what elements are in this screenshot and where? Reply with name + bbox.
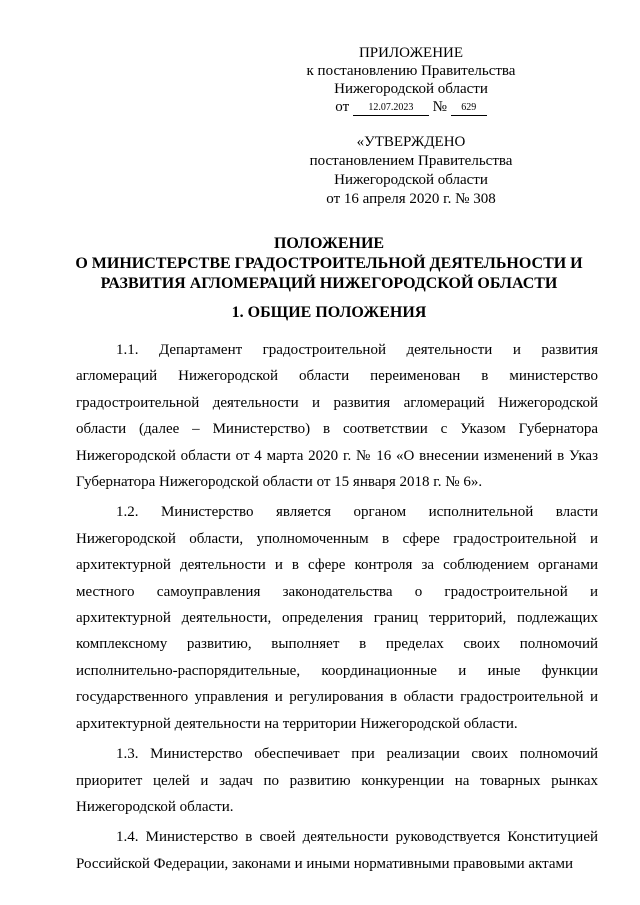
annex-date-row — [300, 98, 522, 116]
approved-line-2: постановлением Правительства — [309, 153, 513, 169]
paragraph-1-1: 1.1. Департамент градостроительной деятельности и развития агломераций Нижегородской области переименован в министерство градостроительной деятельности и развития агломераций Нижегородской области (далее – Министерство) в соответствии с Указом Губернатора Нижегородской области от 4 марта 2020 г. № 16 «О внесении изменений в Указ Губернатора Нижегородской области от 15 января 2018 г. № 6». — [76, 342, 598, 491]
paragraph-1-2: 1.2. Министерство является органом исполнительной власти Нижегородской области, уполномоченным в сфере градостроительной и архитектурной деятельности и в сфере контроля за соблюдением органами местного самоуправления законодательства о градостроительной и архитектурной деятельности, определения границ территорий, подлежащих комплексному развитию, выполняет в пределах своих полномочий исполнительно-распорядительные, координационные и иные функции государственного управления и регулирования в области градостроительной и архитектурной деятельности на территории Нижегородской области. — [76, 504, 598, 732]
annex-block — [300, 44, 522, 116]
annex-from-label: от — [335, 99, 350, 115]
title-line-1: ПОЛОЖЕНИЕ — [273, 235, 385, 252]
annex-title: ПРИЛОЖЕНИЕ — [358, 45, 464, 61]
section-heading: 1. ОБЩИЕ ПОЛОЖЕНИЯ — [231, 304, 427, 321]
title-line-2: О МИНИСТЕРСТВЕ ГРАДОСТРОИТЕЛЬНОЙ ДЕЯТЕЛЬНОСТИ И — [75, 255, 583, 272]
annex-number: 629 — [451, 101, 487, 116]
approved-line-3: Нижегородской области — [334, 172, 488, 188]
title-line-3: РАЗВИТИЯ АГЛОМЕРАЦИЙ НИЖЕГОРОДСКОЙ ОБЛАСТИ — [100, 275, 558, 292]
body-text — [76, 337, 598, 881]
approved-line-1: «УТВЕРЖДЕНО — [356, 134, 466, 150]
paragraph-1-4: 1.4. Министерство в своей деятельности руководствуется Конституцией Российской Федерации, законами и иными нормативными правовыми актами — [76, 829, 598, 872]
annex-line-2: Нижегородской области — [334, 81, 488, 97]
annex-date: 12.07.2023 — [353, 101, 429, 116]
paragraph-1-3: 1.3. Министерство обеспечивает при реализации своих полномочий приоритет целей и задач по развитию конкуренции на товарных рынках Нижегородской области. — [76, 746, 598, 815]
document-title — [72, 234, 586, 294]
annex-line-1: к постановлению Правительства — [306, 63, 516, 79]
approved-block — [300, 133, 522, 209]
annex-number-sign: № — [432, 99, 447, 115]
approved-line-4: от 16 апреля 2020 г. № 308 — [326, 191, 496, 207]
